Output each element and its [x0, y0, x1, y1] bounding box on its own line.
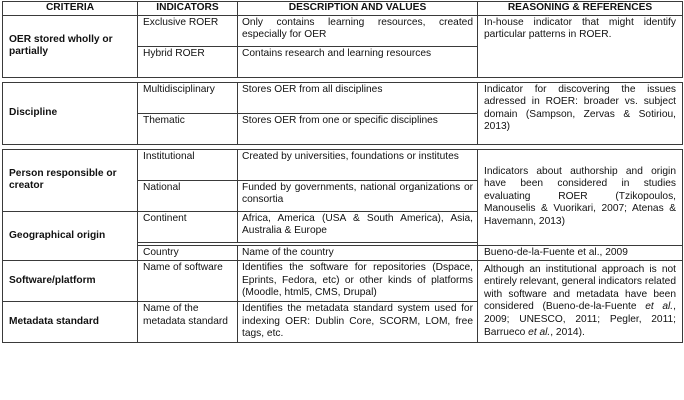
criteria-geographical-origin: Geographical origin [3, 211, 138, 261]
criteria-software-platform: Software/platform [3, 261, 138, 302]
indicator-continent: Continent [138, 211, 238, 242]
description-metadata-standard: Identifies the metadata standard system used for indexing OER: Dublin Core, SCORM, LOM, free tags, etc. [238, 301, 478, 342]
criteria-metadata-standard: Metadata standard [3, 301, 138, 342]
criteria-discipline: Discipline [3, 82, 138, 144]
criteria-oer-stored: OER stored wholly or partially [3, 15, 138, 77]
reasoning-oer-stored: In-house indicator that might identify particular patterns in ROER. [478, 15, 683, 77]
header-description: DESCRIPTION AND VALUES [238, 2, 478, 16]
header-row [3, 2, 683, 16]
indicator-name-of-metadata-standard: Name of the metadata standard [138, 301, 238, 342]
description-institutional: Created by universities, foundations or institutes [238, 149, 478, 180]
indicator-thematic: Thematic [138, 113, 238, 144]
criteria-table-wrapper [2, 1, 682, 343]
header-indicators: INDICATORS [138, 2, 238, 16]
description-country: Name of the country [238, 245, 478, 261]
reasoning-authorship-origin: Indicators about authorship and origin have been considered in studies evaluating ROER (Tzikopoulos, Manouselis & Vuorikari, 2007; Atenas & Havemann, 2013) [478, 149, 683, 245]
reasoning-text-part3: , 2014). [550, 326, 585, 338]
table-row [3, 149, 683, 180]
description-national: Funded by governments, national organizations or consortia [238, 180, 478, 211]
criteria-table [2, 1, 683, 343]
description-thematic: Stores OER from one or specific disciplines [238, 113, 478, 144]
reasoning-discipline: Indicator for discovering the issues adressed in ROER: broader vs. subject domain (Sampson, Zervas & Sotiriou, 2013) [478, 82, 683, 144]
description-hybrid-roer: Contains research and learning resources [238, 46, 478, 77]
indicator-hybrid-roer: Hybrid ROER [138, 46, 238, 77]
description-multidisciplinary: Stores OER from all disciplines [238, 82, 478, 113]
header-criteria: CRITERIA [3, 2, 138, 16]
description-name-of-software: Identifies the software for repositories (Dspace, Eprints, Fedora, etc) or other kinds of platforms (Moodle, html5, CMS, Drupal) [238, 261, 478, 302]
reasoning-software-metadata [478, 261, 683, 343]
table-body [3, 15, 683, 342]
indicator-exclusive-roer: Exclusive ROER [138, 15, 238, 46]
table-header [3, 2, 683, 16]
table-row [3, 15, 683, 46]
reasoning-country: Bueno-de-la-Fuente et al., 2009 [478, 245, 683, 261]
indicator-country: Country [138, 245, 238, 261]
description-continent: Africa, America (USA & South America), Asia, Australia & Europe [238, 211, 478, 242]
reasoning-etal-1: et al. [645, 301, 674, 313]
criteria-person-responsible: Person responsible or creator [3, 149, 138, 211]
table-row [3, 261, 683, 302]
table-row [3, 82, 683, 113]
header-reasoning: REASONING & REFERENCES [478, 2, 683, 16]
indicator-national: National [138, 180, 238, 211]
indicator-multidisciplinary: Multidisciplinary [138, 82, 238, 113]
reasoning-text-part2: , 2009; UNESCO, 2011; Pegler, 2011; Barrueco [484, 301, 676, 338]
reasoning-text-part1: Although an institutional approach is not entirely relevant, general indicators related with software and metadata have been considered (Bueno-de-la-Fuente [484, 263, 676, 313]
indicator-name-of-software: Name of software [138, 261, 238, 302]
description-exclusive-roer: Only contains learning resources, created especially for OER [238, 15, 478, 46]
reasoning-etal-2: et al. [528, 326, 551, 338]
indicator-institutional: Institutional [138, 149, 238, 180]
